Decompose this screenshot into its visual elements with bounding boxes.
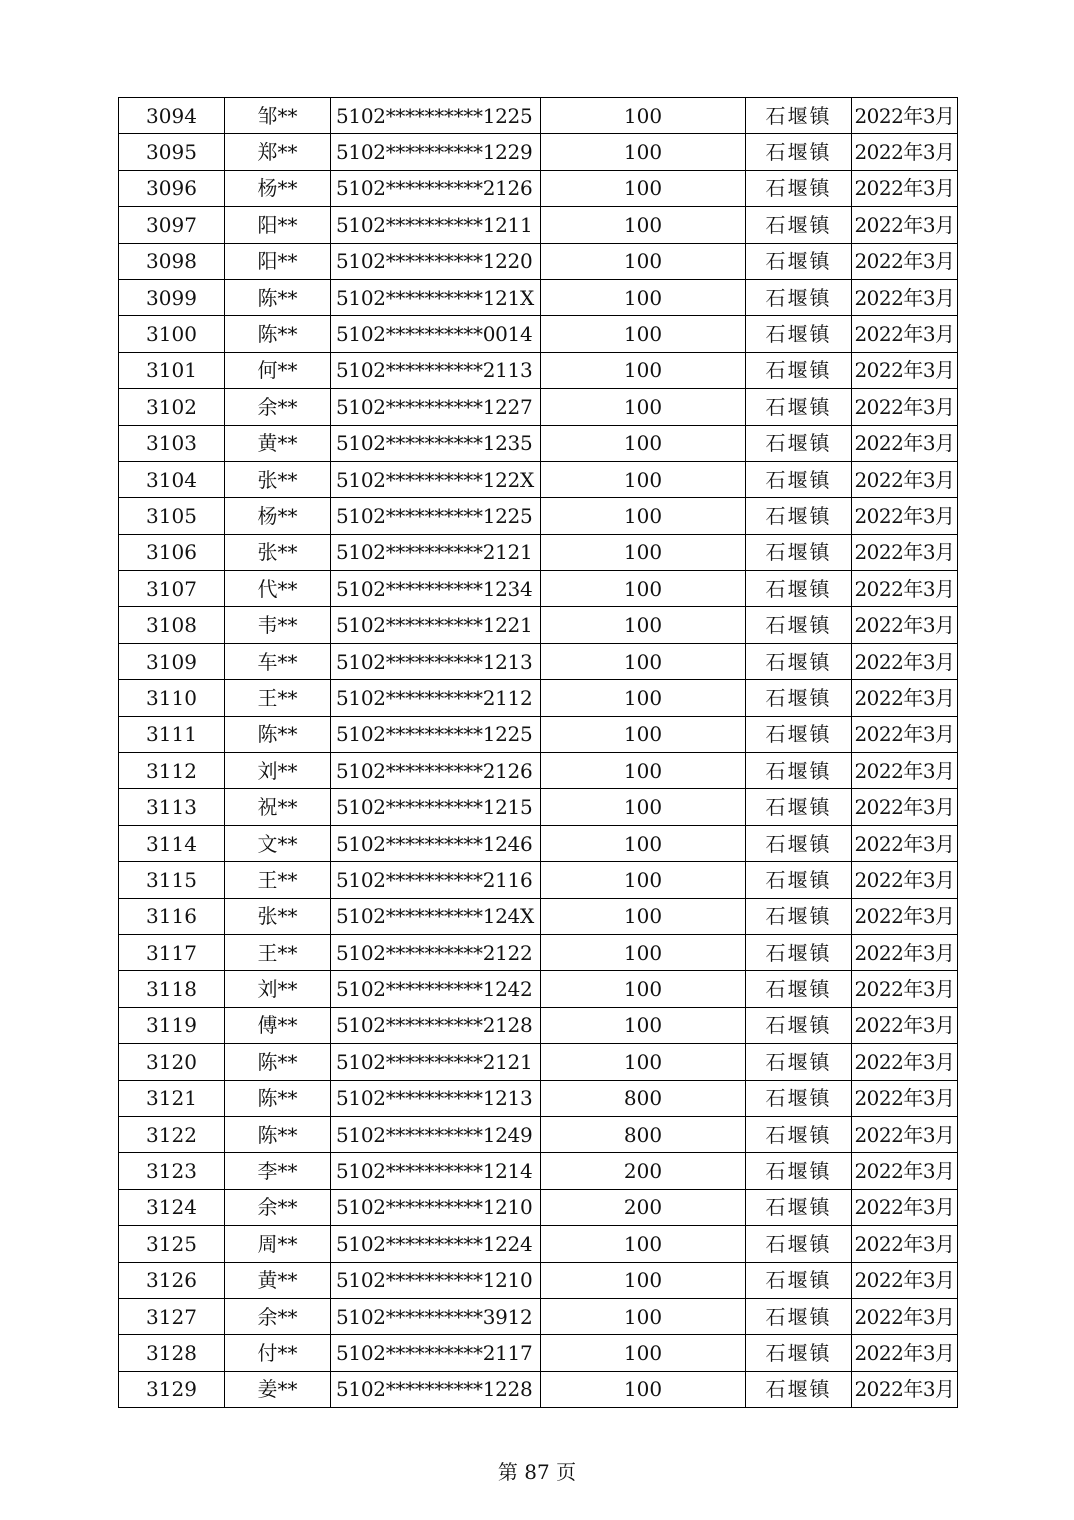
cell-seq: 3095 <box>119 134 225 170</box>
cell-date: 2022年3月 <box>852 971 958 1007</box>
cell-name: 郑** <box>225 134 331 170</box>
table-row <box>119 98 958 134</box>
cell-town: 石堰镇 <box>746 680 852 716</box>
cell-date: 2022年3月 <box>852 498 958 534</box>
cell-id-number: 5102**********1234 <box>331 571 541 607</box>
cell-seq: 3113 <box>119 789 225 825</box>
table-row <box>119 971 958 1007</box>
table-row <box>119 1371 958 1407</box>
cell-amount: 100 <box>541 716 746 752</box>
cell-name: 代** <box>225 571 331 607</box>
table-row <box>119 279 958 315</box>
cell-town: 石堰镇 <box>746 1335 852 1371</box>
cell-amount: 100 <box>541 825 746 861</box>
cell-town: 石堰镇 <box>746 898 852 934</box>
table-row <box>119 461 958 497</box>
cell-id-number: 5102**********2128 <box>331 1007 541 1043</box>
cell-name: 杨** <box>225 170 331 206</box>
cell-town: 石堰镇 <box>746 1226 852 1262</box>
cell-date: 2022年3月 <box>852 1153 958 1189</box>
cell-date: 2022年3月 <box>852 1007 958 1043</box>
cell-seq: 3122 <box>119 1116 225 1152</box>
cell-date: 2022年3月 <box>852 789 958 825</box>
table-row <box>119 316 958 352</box>
cell-amount: 100 <box>541 789 746 825</box>
cell-date: 2022年3月 <box>852 934 958 970</box>
cell-date: 2022年3月 <box>852 1371 958 1407</box>
table-row <box>119 571 958 607</box>
cell-amount: 100 <box>541 1226 746 1262</box>
cell-id-number: 5102**********121X <box>331 279 541 315</box>
cell-id-number: 5102**********1224 <box>331 1226 541 1262</box>
cell-seq: 3098 <box>119 243 225 279</box>
cell-amount: 100 <box>541 461 746 497</box>
cell-town: 石堰镇 <box>746 1007 852 1043</box>
table-row <box>119 1153 958 1189</box>
cell-amount: 100 <box>541 207 746 243</box>
cell-town: 石堰镇 <box>746 862 852 898</box>
cell-town: 石堰镇 <box>746 389 852 425</box>
cell-amount: 100 <box>541 934 746 970</box>
cell-amount: 100 <box>541 98 746 134</box>
cell-name: 阳** <box>225 207 331 243</box>
cell-amount: 100 <box>541 134 746 170</box>
cell-name: 傅** <box>225 1007 331 1043</box>
cell-seq: 3119 <box>119 1007 225 1043</box>
cell-date: 2022年3月 <box>852 571 958 607</box>
cell-date: 2022年3月 <box>852 134 958 170</box>
cell-town: 石堰镇 <box>746 207 852 243</box>
cell-town: 石堰镇 <box>746 134 852 170</box>
cell-date: 2022年3月 <box>852 425 958 461</box>
table-row <box>119 789 958 825</box>
table-row <box>119 207 958 243</box>
cell-town: 石堰镇 <box>746 98 852 134</box>
cell-town: 石堰镇 <box>746 170 852 206</box>
cell-name: 韦** <box>225 607 331 643</box>
cell-name: 车** <box>225 643 331 679</box>
cell-name: 陈** <box>225 316 331 352</box>
cell-seq: 3129 <box>119 1371 225 1407</box>
table-row <box>119 934 958 970</box>
cell-town: 石堰镇 <box>746 352 852 388</box>
cell-name: 张** <box>225 534 331 570</box>
cell-seq: 3115 <box>119 862 225 898</box>
cell-name: 邹** <box>225 98 331 134</box>
cell-name: 余** <box>225 1189 331 1225</box>
table-row <box>119 243 958 279</box>
cell-town: 石堰镇 <box>746 716 852 752</box>
cell-date: 2022年3月 <box>852 753 958 789</box>
cell-name: 张** <box>225 898 331 934</box>
cell-date: 2022年3月 <box>852 279 958 315</box>
cell-id-number: 5102**********1210 <box>331 1262 541 1298</box>
cell-date: 2022年3月 <box>852 1226 958 1262</box>
table-row <box>119 753 958 789</box>
cell-amount: 800 <box>541 1080 746 1116</box>
cell-date: 2022年3月 <box>852 680 958 716</box>
cell-date: 2022年3月 <box>852 207 958 243</box>
cell-amount: 200 <box>541 1153 746 1189</box>
cell-town: 石堰镇 <box>746 971 852 1007</box>
cell-amount: 100 <box>541 498 746 534</box>
cell-seq: 3112 <box>119 753 225 789</box>
cell-seq: 3110 <box>119 680 225 716</box>
cell-town: 石堰镇 <box>746 1116 852 1152</box>
cell-seq: 3100 <box>119 316 225 352</box>
cell-name: 黄** <box>225 1262 331 1298</box>
cell-amount: 100 <box>541 534 746 570</box>
cell-id-number: 5102**********2121 <box>331 1044 541 1080</box>
cell-name: 杨** <box>225 498 331 534</box>
cell-id-number: 5102**********2126 <box>331 753 541 789</box>
cell-seq: 3124 <box>119 1189 225 1225</box>
cell-date: 2022年3月 <box>852 461 958 497</box>
cell-town: 石堰镇 <box>746 534 852 570</box>
cell-amount: 100 <box>541 1298 746 1334</box>
cell-amount: 100 <box>541 389 746 425</box>
table-row <box>119 389 958 425</box>
cell-seq: 3096 <box>119 170 225 206</box>
cell-name: 周** <box>225 1226 331 1262</box>
cell-id-number: 5102**********1213 <box>331 1080 541 1116</box>
cell-town: 石堰镇 <box>746 607 852 643</box>
cell-town: 石堰镇 <box>746 498 852 534</box>
cell-amount: 800 <box>541 1116 746 1152</box>
cell-id-number: 5102**********1215 <box>331 789 541 825</box>
cell-name: 余** <box>225 389 331 425</box>
table-row <box>119 352 958 388</box>
cell-id-number: 5102**********2113 <box>331 352 541 388</box>
table-row <box>119 862 958 898</box>
table-row <box>119 898 958 934</box>
cell-date: 2022年3月 <box>852 243 958 279</box>
cell-id-number: 5102**********2126 <box>331 170 541 206</box>
table-row <box>119 716 958 752</box>
cell-id-number: 5102**********1228 <box>331 1371 541 1407</box>
cell-date: 2022年3月 <box>852 534 958 570</box>
cell-date: 2022年3月 <box>852 1335 958 1371</box>
cell-id-number: 5102**********1235 <box>331 425 541 461</box>
cell-date: 2022年3月 <box>852 1189 958 1225</box>
cell-date: 2022年3月 <box>852 389 958 425</box>
cell-seq: 3102 <box>119 389 225 425</box>
table-row <box>119 643 958 679</box>
cell-name: 李** <box>225 1153 331 1189</box>
table-row <box>119 170 958 206</box>
cell-date: 2022年3月 <box>852 607 958 643</box>
cell-amount: 200 <box>541 1189 746 1225</box>
cell-town: 石堰镇 <box>746 1189 852 1225</box>
cell-name: 余** <box>225 1298 331 1334</box>
cell-id-number: 5102**********1225 <box>331 98 541 134</box>
cell-name: 王** <box>225 862 331 898</box>
cell-name: 陈** <box>225 1080 331 1116</box>
cell-seq: 3103 <box>119 425 225 461</box>
cell-town: 石堰镇 <box>746 825 852 861</box>
cell-id-number: 5102**********1225 <box>331 716 541 752</box>
cell-town: 石堰镇 <box>746 643 852 679</box>
cell-town: 石堰镇 <box>746 1153 852 1189</box>
cell-name: 刘** <box>225 753 331 789</box>
cell-town: 石堰镇 <box>746 753 852 789</box>
cell-seq: 3109 <box>119 643 225 679</box>
cell-id-number: 5102**********1213 <box>331 643 541 679</box>
cell-town: 石堰镇 <box>746 279 852 315</box>
cell-seq: 3101 <box>119 352 225 388</box>
cell-id-number: 5102**********2121 <box>331 534 541 570</box>
record-table-body <box>119 98 958 1408</box>
cell-amount: 100 <box>541 316 746 352</box>
cell-name: 黄** <box>225 425 331 461</box>
cell-seq: 3123 <box>119 1153 225 1189</box>
cell-date: 2022年3月 <box>852 862 958 898</box>
cell-amount: 100 <box>541 1044 746 1080</box>
cell-seq: 3126 <box>119 1262 225 1298</box>
cell-id-number: 5102**********2122 <box>331 934 541 970</box>
cell-id-number: 5102**********2116 <box>331 862 541 898</box>
cell-id-number: 5102**********3912 <box>331 1298 541 1334</box>
cell-amount: 100 <box>541 753 746 789</box>
table-row <box>119 1298 958 1334</box>
cell-seq: 3105 <box>119 498 225 534</box>
cell-id-number: 5102**********1249 <box>331 1116 541 1152</box>
cell-name: 陈** <box>225 1116 331 1152</box>
cell-amount: 100 <box>541 607 746 643</box>
record-table-container <box>118 97 958 1408</box>
cell-town: 石堰镇 <box>746 1371 852 1407</box>
cell-id-number: 5102**********0014 <box>331 316 541 352</box>
cell-name: 陈** <box>225 716 331 752</box>
table-row <box>119 1007 958 1043</box>
cell-seq: 3104 <box>119 461 225 497</box>
cell-amount: 100 <box>541 643 746 679</box>
cell-id-number: 5102**********1229 <box>331 134 541 170</box>
cell-id-number: 5102**********1220 <box>331 243 541 279</box>
cell-date: 2022年3月 <box>852 1298 958 1334</box>
cell-id-number: 5102**********2117 <box>331 1335 541 1371</box>
cell-date: 2022年3月 <box>852 825 958 861</box>
table-row <box>119 425 958 461</box>
cell-seq: 3111 <box>119 716 225 752</box>
cell-town: 石堰镇 <box>746 934 852 970</box>
cell-id-number: 5102**********1242 <box>331 971 541 1007</box>
cell-seq: 3114 <box>119 825 225 861</box>
cell-town: 石堰镇 <box>746 1080 852 1116</box>
cell-id-number: 5102**********1225 <box>331 498 541 534</box>
cell-town: 石堰镇 <box>746 571 852 607</box>
cell-date: 2022年3月 <box>852 98 958 134</box>
cell-amount: 100 <box>541 898 746 934</box>
cell-id-number: 5102**********1227 <box>331 389 541 425</box>
cell-id-number: 5102**********122X <box>331 461 541 497</box>
cell-name: 何** <box>225 352 331 388</box>
cell-amount: 100 <box>541 1007 746 1043</box>
table-row <box>119 1189 958 1225</box>
table-row <box>119 1262 958 1298</box>
cell-town: 石堰镇 <box>746 1262 852 1298</box>
cell-name: 付** <box>225 1335 331 1371</box>
cell-name: 刘** <box>225 971 331 1007</box>
cell-town: 石堰镇 <box>746 1298 852 1334</box>
cell-town: 石堰镇 <box>746 425 852 461</box>
table-row <box>119 825 958 861</box>
cell-amount: 100 <box>541 1335 746 1371</box>
cell-name: 王** <box>225 934 331 970</box>
table-row <box>119 1226 958 1262</box>
cell-town: 石堰镇 <box>746 461 852 497</box>
cell-date: 2022年3月 <box>852 316 958 352</box>
cell-seq: 3127 <box>119 1298 225 1334</box>
cell-name: 姜** <box>225 1371 331 1407</box>
cell-town: 石堰镇 <box>746 316 852 352</box>
table-row <box>119 534 958 570</box>
cell-date: 2022年3月 <box>852 170 958 206</box>
cell-seq: 3117 <box>119 934 225 970</box>
cell-id-number: 5102**********1246 <box>331 825 541 861</box>
cell-name: 阳** <box>225 243 331 279</box>
cell-id-number: 5102**********1211 <box>331 207 541 243</box>
cell-date: 2022年3月 <box>852 643 958 679</box>
cell-date: 2022年3月 <box>852 352 958 388</box>
cell-name: 王** <box>225 680 331 716</box>
cell-date: 2022年3月 <box>852 1262 958 1298</box>
cell-seq: 3106 <box>119 534 225 570</box>
table-row <box>119 1080 958 1116</box>
cell-town: 石堰镇 <box>746 789 852 825</box>
cell-seq: 3118 <box>119 971 225 1007</box>
cell-amount: 100 <box>541 352 746 388</box>
cell-seq: 3116 <box>119 898 225 934</box>
table-row <box>119 134 958 170</box>
table-row <box>119 1335 958 1371</box>
record-table <box>118 97 958 1408</box>
cell-id-number: 5102**********1214 <box>331 1153 541 1189</box>
page-number: 第 87 页 <box>497 1460 577 1484</box>
cell-id-number: 5102**********124X <box>331 898 541 934</box>
cell-name: 陈** <box>225 279 331 315</box>
cell-seq: 3125 <box>119 1226 225 1262</box>
cell-amount: 100 <box>541 1262 746 1298</box>
cell-date: 2022年3月 <box>852 1080 958 1116</box>
cell-date: 2022年3月 <box>852 1044 958 1080</box>
cell-seq: 3128 <box>119 1335 225 1371</box>
cell-name: 张** <box>225 461 331 497</box>
table-row <box>119 1044 958 1080</box>
cell-town: 石堰镇 <box>746 1044 852 1080</box>
cell-name: 祝** <box>225 789 331 825</box>
cell-amount: 100 <box>541 425 746 461</box>
cell-seq: 3108 <box>119 607 225 643</box>
cell-seq: 3094 <box>119 98 225 134</box>
cell-amount: 100 <box>541 243 746 279</box>
cell-date: 2022年3月 <box>852 1116 958 1152</box>
cell-seq: 3107 <box>119 571 225 607</box>
cell-seq: 3121 <box>119 1080 225 1116</box>
table-row <box>119 607 958 643</box>
cell-amount: 100 <box>541 862 746 898</box>
cell-amount: 100 <box>541 571 746 607</box>
cell-name: 文** <box>225 825 331 861</box>
cell-seq: 3097 <box>119 207 225 243</box>
table-row <box>119 1116 958 1152</box>
cell-id-number: 5102**********2112 <box>331 680 541 716</box>
cell-date: 2022年3月 <box>852 716 958 752</box>
cell-town: 石堰镇 <box>746 243 852 279</box>
cell-amount: 100 <box>541 279 746 315</box>
cell-id-number: 5102**********1210 <box>331 1189 541 1225</box>
cell-seq: 3120 <box>119 1044 225 1080</box>
cell-amount: 100 <box>541 971 746 1007</box>
cell-amount: 100 <box>541 680 746 716</box>
cell-date: 2022年3月 <box>852 898 958 934</box>
cell-amount: 100 <box>541 170 746 206</box>
cell-amount: 100 <box>541 1371 746 1407</box>
cell-id-number: 5102**********1221 <box>331 607 541 643</box>
cell-name: 陈** <box>225 1044 331 1080</box>
table-row <box>119 498 958 534</box>
table-row <box>119 680 958 716</box>
cell-seq: 3099 <box>119 279 225 315</box>
